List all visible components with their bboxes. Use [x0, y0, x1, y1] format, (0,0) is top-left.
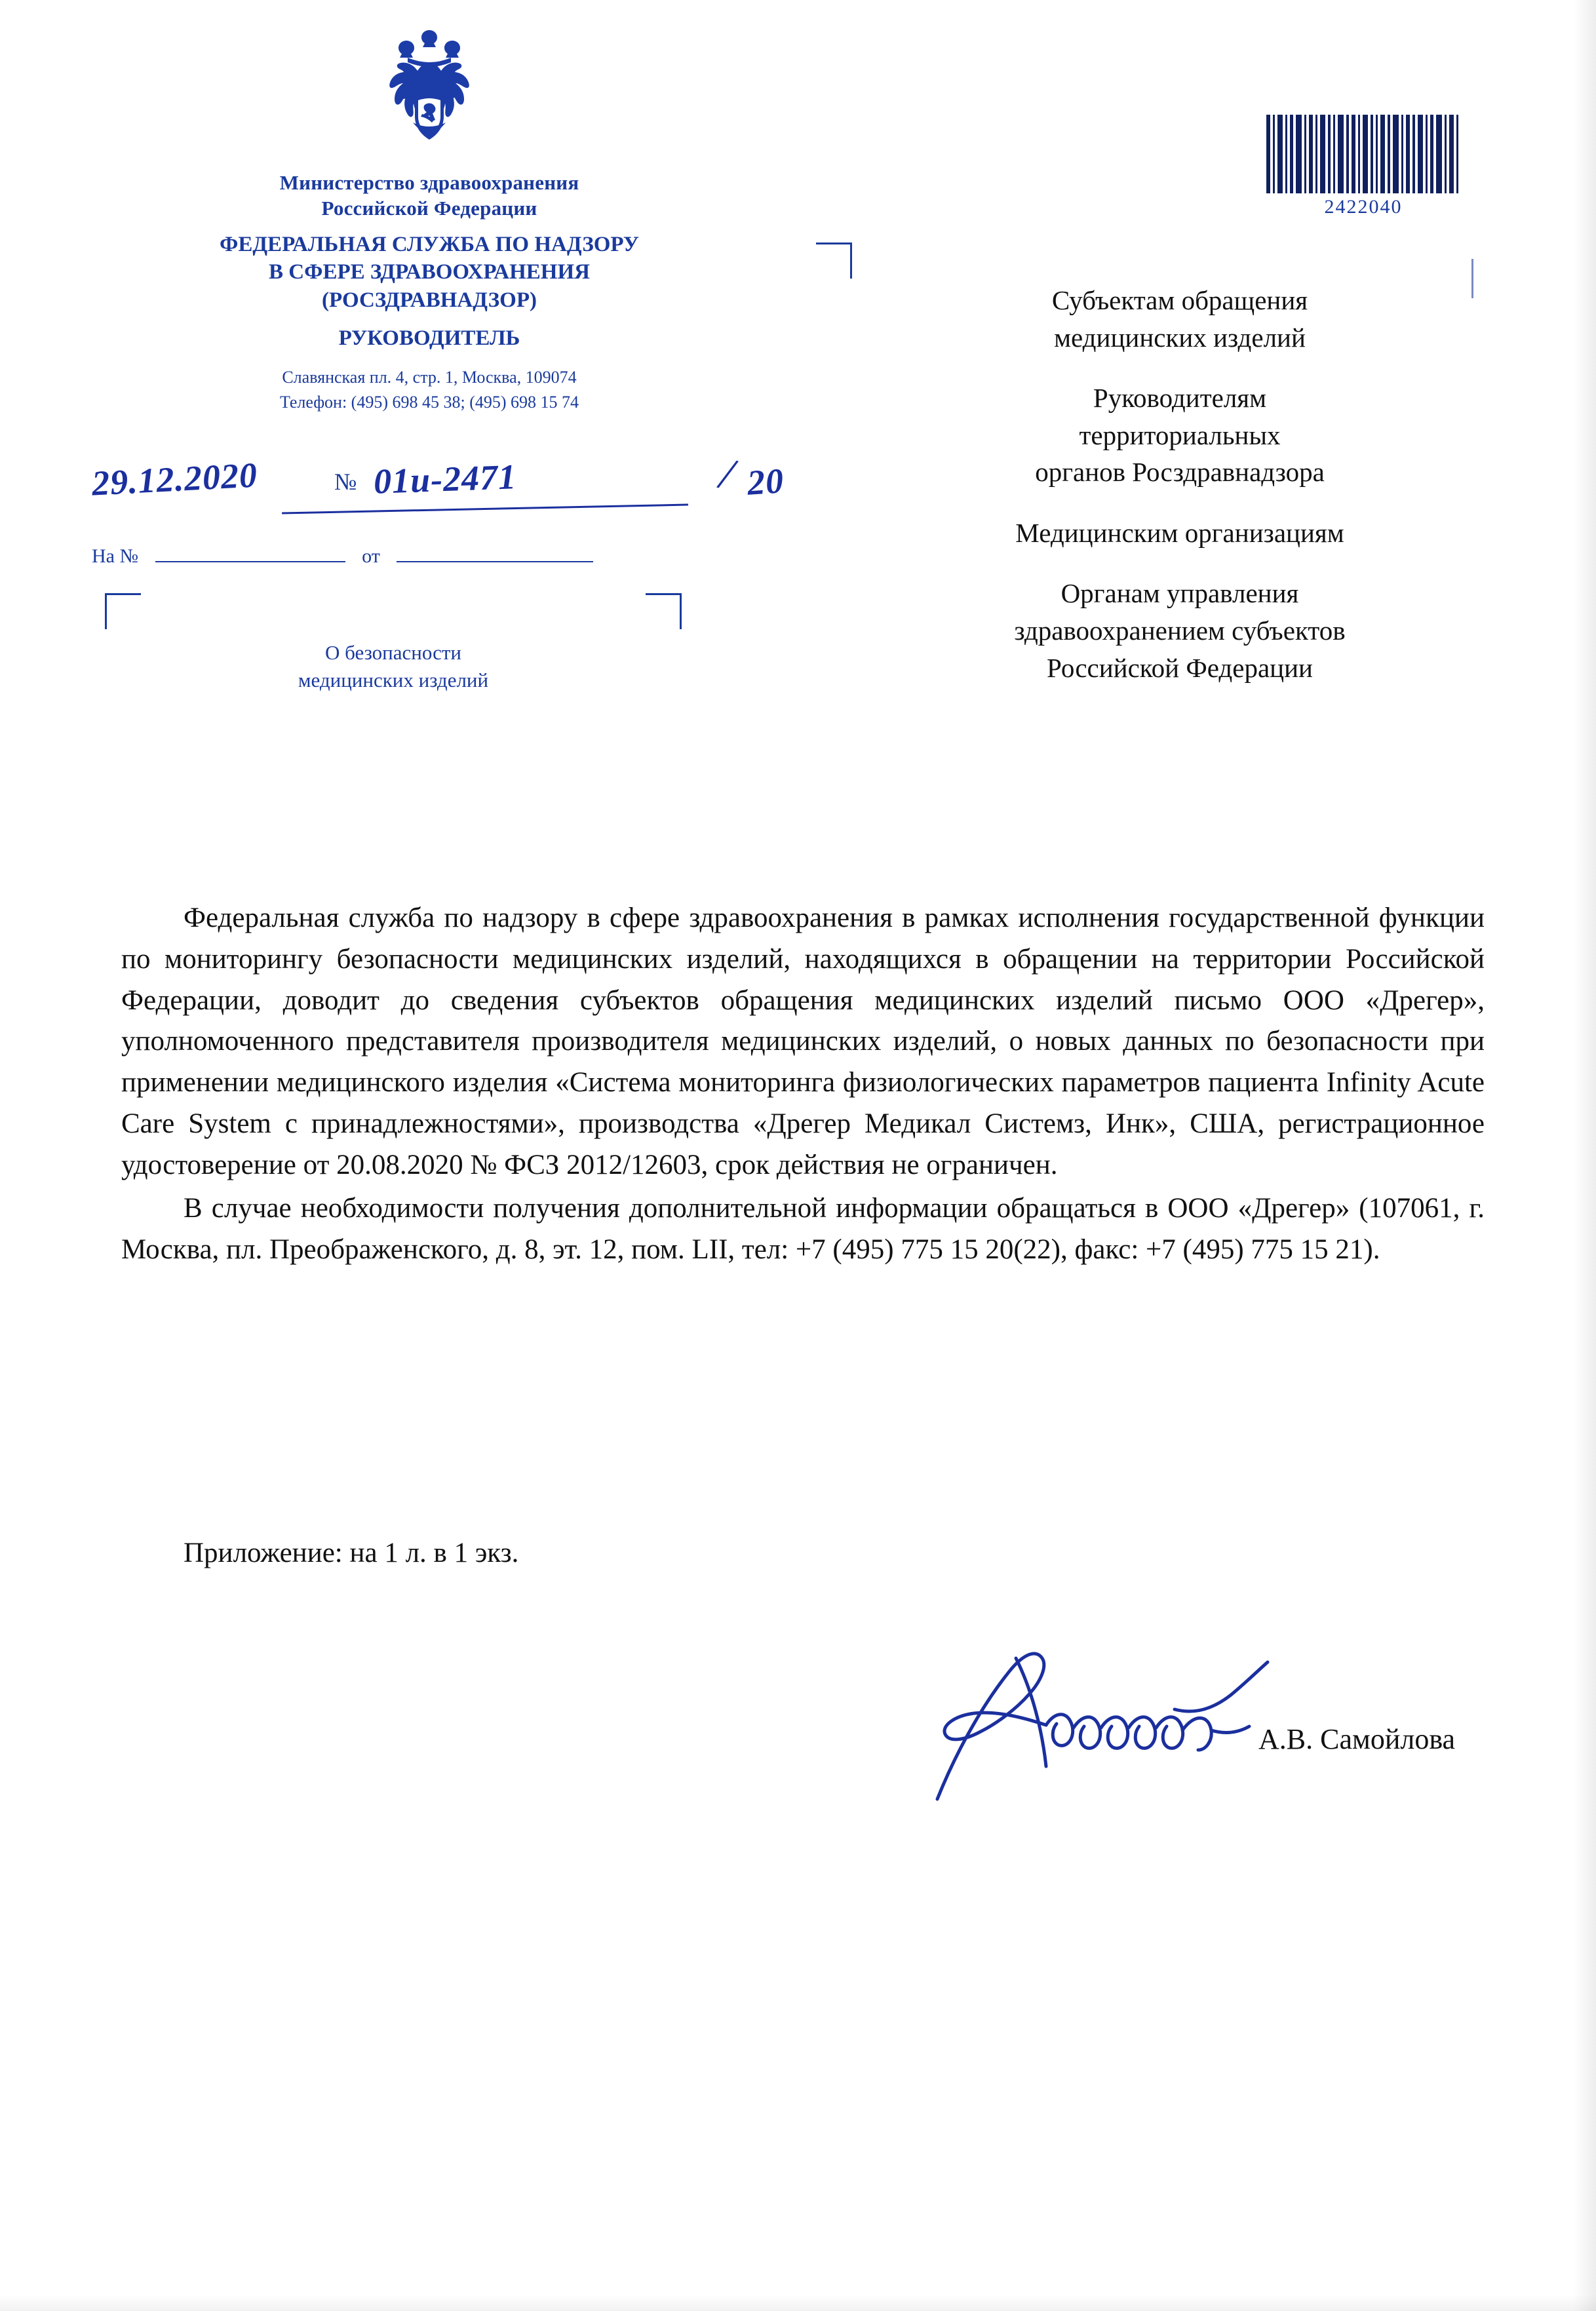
letterhead	[79, 26, 780, 415]
subject-line-1: О безопасности	[324, 641, 462, 664]
addressee-group-1	[872, 282, 1488, 356]
service-line-2: В СФЕРЕ ЗДРАВООХРАНЕНИЯ	[269, 260, 590, 284]
signature-block	[918, 1632, 1508, 1848]
position-title: РУКОВОДИТЕЛЬ	[338, 326, 520, 351]
requisites-line	[90, 446, 786, 505]
handwritten-slash: /	[713, 446, 743, 501]
addressee-line: медицинских изделий	[1054, 322, 1306, 353]
corner-mark-right	[646, 593, 682, 629]
barcode-block	[1265, 115, 1462, 218]
addressee-line: Медицинским организациям	[1015, 517, 1344, 548]
number-symbol: №	[334, 469, 357, 495]
body-paragraph-1: Федеральная служба по надзору в сфере здравоохранения в рамках исполнения государственной функции по мониторингу безопасности медицинских изделий, находящихся в обращении на территории Российской Федерации, доводит до сведения субъектов обращения медицинских изделий письмо ООО «Дрегер», уполномоченного представителя производителя медицинских изделий, о новых данных по безопасности при применении медицинского изделия «Система мониторинга физиологических параметров пациента Infinity Acute Care System с принадлежностями», производства «Дрегер Медикал Системз, Инк», США, регистрационное удостоверение от 20.08.2020 № ФСЗ 2012/12603, срок действия не ограничен.	[121, 903, 1485, 1180]
phone-numbers: Телефон: (495) 698 45 38; (495) 698 15 74	[279, 392, 579, 412]
addressee-line: органов Росздравнадзора	[1035, 457, 1325, 488]
handwritten-date: 29.12.2020	[90, 455, 259, 503]
handwritten-number: 01и-2471	[373, 457, 517, 501]
letter-body	[121, 898, 1485, 1271]
addressee-line: Субъектам обращения	[1051, 285, 1308, 315]
barcode-icon	[1265, 115, 1459, 193]
russian-coat-of-arms-icon	[367, 26, 492, 164]
subject-block	[105, 639, 682, 694]
addressee-line: Органам управления	[1061, 578, 1299, 609]
addressee-block	[872, 282, 1488, 686]
number-underline	[282, 504, 688, 515]
scan-edge-shadow	[1574, 0, 1596, 2311]
reply-to-label: На №	[92, 545, 139, 567]
attachment-note: Приложение: на 1 л. в 1 экз.	[184, 1538, 519, 1568]
reply-to-blank	[155, 544, 345, 562]
ministry-line-1: Министерство здравоохранения	[279, 171, 579, 194]
handwritten-year: 20	[745, 461, 786, 503]
signer-name: А.В. Самойлова	[1258, 1723, 1456, 1755]
addressee-group-4	[872, 575, 1488, 686]
ministry-line-2: Российской Федерации	[321, 196, 537, 220]
barcode-number: 2422040	[1324, 196, 1403, 218]
service-line-1: ФЕДЕРАЛЬНАЯ СЛУЖБА ПО НАДЗОРУ	[220, 232, 639, 256]
from-blank	[397, 544, 593, 562]
addressee-line: территориальных	[1079, 419, 1281, 450]
addressee-group-3	[872, 515, 1488, 552]
ministry-name	[79, 170, 780, 222]
from-label: от	[362, 545, 380, 567]
addressee-line: Российской Федерации	[1047, 652, 1313, 683]
subject-line-2: медицинских изделий	[298, 668, 489, 691]
service-name	[79, 231, 780, 315]
addressee-group-2	[872, 379, 1488, 491]
scan-edge-shadow-bottom	[0, 2294, 1596, 2311]
addressee-line: здравоохранением субъектов	[1014, 615, 1346, 646]
addressee-line: Руководителям	[1093, 383, 1267, 414]
corner-mark-top-right	[816, 243, 852, 279]
postal-address: Славянская пл. 4, стр. 1, Москва, 109074	[282, 368, 577, 387]
body-paragraph-2: В случае необходимости получения дополнительной информации обращаться в ООО «Дрегер» (107061, г. Москва, пл. Преображенского, д. 8, эт. 12, пом. LII, тел: +7 (495) 775 15 20(22), факс: +7 (495) 775 15 21).	[121, 1193, 1485, 1266]
service-line-3: (РОСЗДРАВНАДЗОР)	[321, 288, 537, 313]
corner-mark-left	[105, 593, 141, 629]
letterhead-address	[79, 365, 780, 414]
reply-reference-line	[92, 544, 767, 568]
